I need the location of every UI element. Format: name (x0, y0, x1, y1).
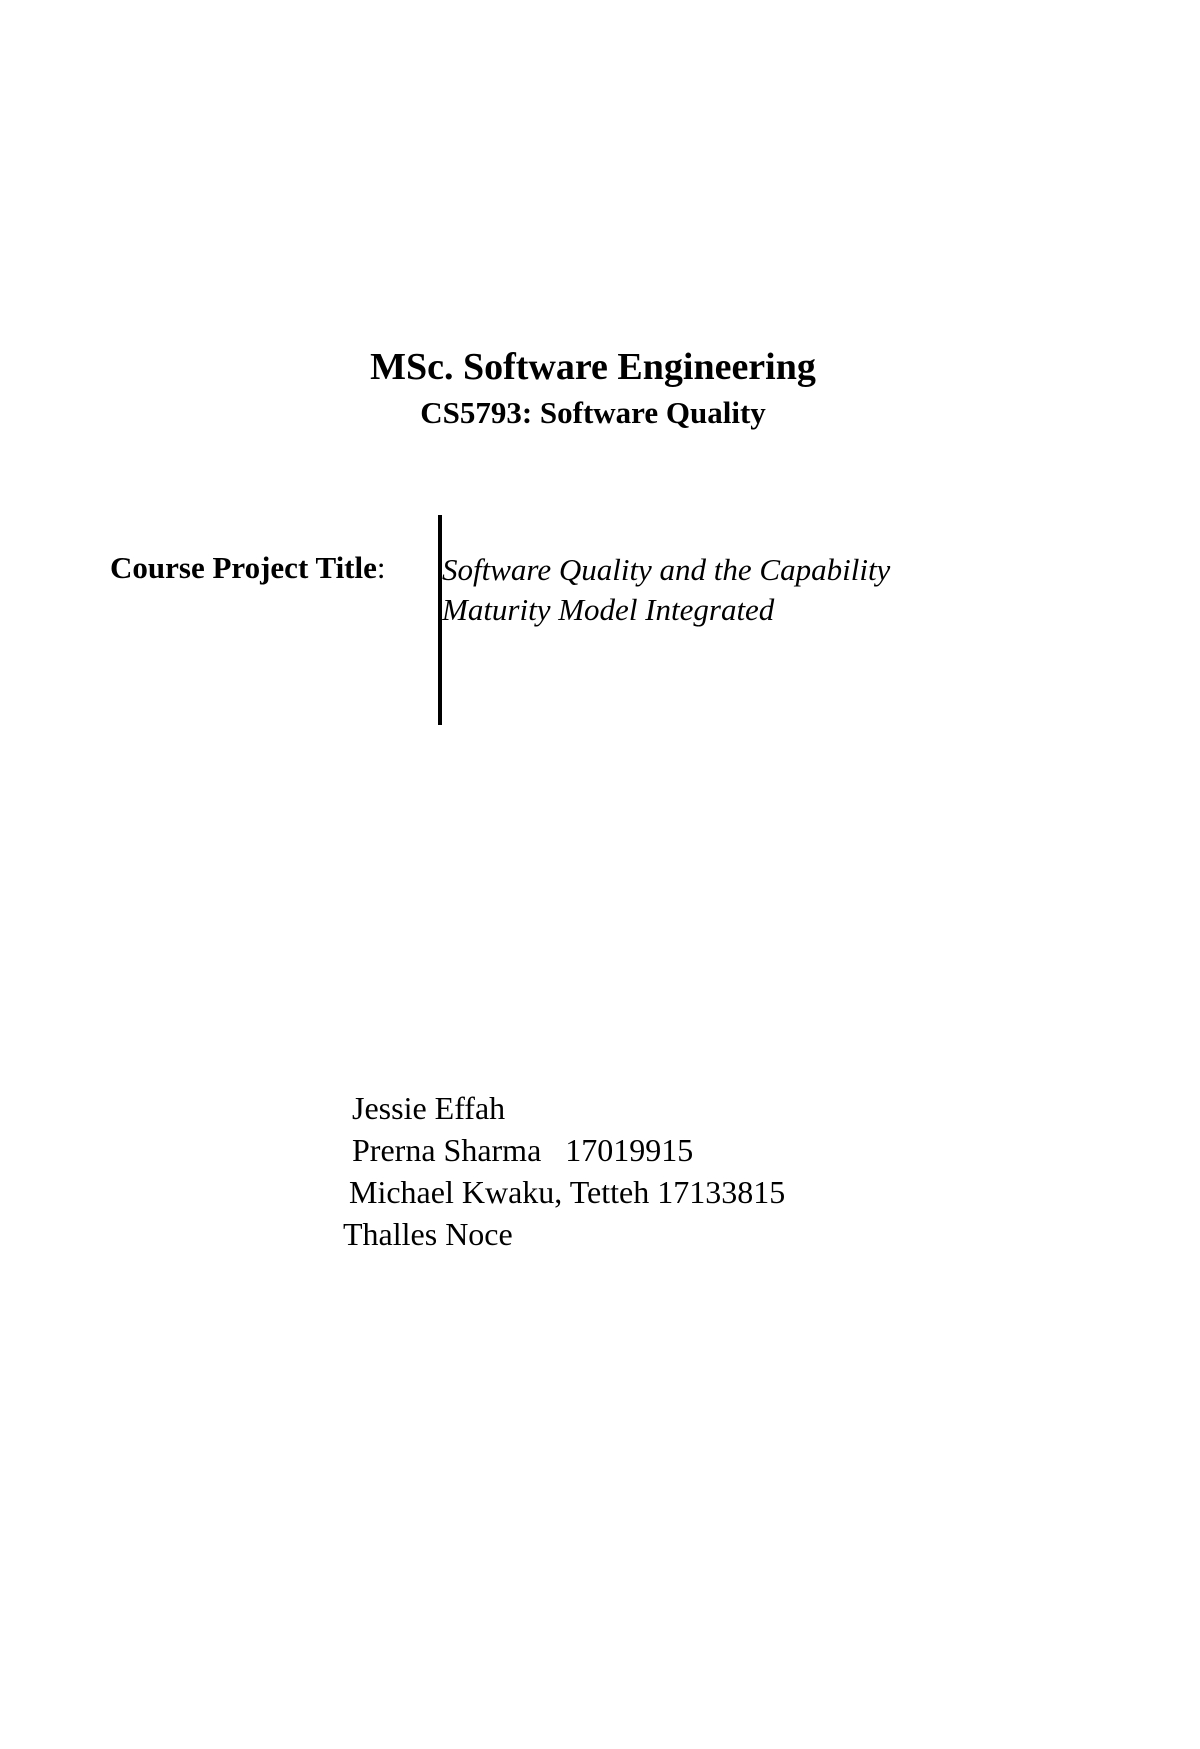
author-line: Prerna Sharma 17019915 (352, 1132, 694, 1168)
project-title-line-1: Software Quality and the Capability (442, 552, 891, 587)
author-line: Thalles Noce (343, 1216, 513, 1252)
project-title-label (110, 550, 386, 586)
project-title-separator: : (376, 550, 386, 585)
project-title-label-text: Course Project Title (110, 550, 377, 585)
degree-title: MSc. Software Engineering (370, 346, 816, 388)
author-line: Jessie Effah (352, 1090, 506, 1126)
project-title (442, 550, 1002, 630)
author-line: Michael Kwaku, Tetteh 17133815 (349, 1174, 786, 1210)
course-title: CS5793: Software Quality (420, 395, 766, 430)
project-title-line-2: Maturity Model Integrated (442, 592, 775, 627)
